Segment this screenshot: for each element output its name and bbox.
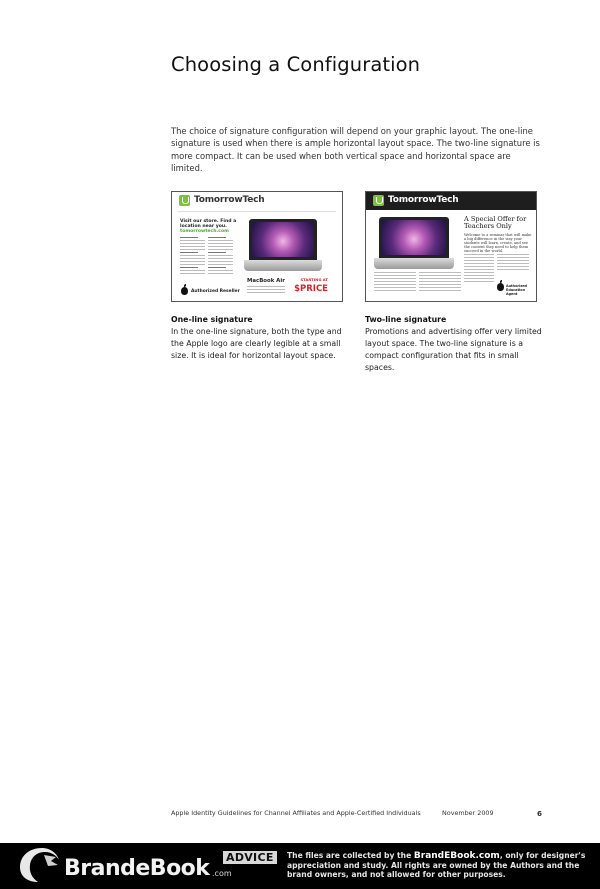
caption-title: One-line signature xyxy=(171,315,253,324)
caption-text: In the one-line signature, both the type and the Apple logo are clearly legible at a small size. It is ideal for horizontal layout space. xyxy=(171,327,342,360)
ad-reseller-signature: Authorized Education Agent xyxy=(506,284,527,296)
ad-header xyxy=(366,192,536,210)
advice-label: ADVICE xyxy=(223,851,277,864)
apple-logo-icon xyxy=(497,283,504,291)
notice-suffix: , only for designer's appreciation and study. All rights are owned by the Authors and the brand owners, and not allowed for other purposes. xyxy=(287,851,586,879)
ad-headline-text: Visit our store. Find a location near you. xyxy=(180,219,237,230)
caption-text: Promotions and advertising offer very limited layout space. The two-line signature is a compact configuration that fits in small spaces. xyxy=(365,327,542,372)
ad-link: tomorrowtech.com xyxy=(180,229,229,235)
ad-brand-name: TomorrowTech xyxy=(388,195,459,205)
ad-subtext: Welcome to a seminar that will make a big difference in the way your students will learn, create, and see the content they need to help them succeed in the world. xyxy=(464,233,532,253)
tomorrowtech-logo-icon xyxy=(373,195,384,206)
ad-body-column xyxy=(180,237,205,276)
ad-price: $PRICE xyxy=(294,284,328,294)
ad-product-details xyxy=(247,286,285,295)
ad-reseller-signature: Authorized Reseller xyxy=(191,289,240,294)
ad-header xyxy=(172,192,342,210)
ad-body-column xyxy=(208,237,233,276)
two-line-signature-example xyxy=(365,191,537,302)
apple-logo-icon xyxy=(181,287,188,295)
page-number: 6 xyxy=(537,809,543,818)
footer-document-title: Apple Identity Guidelines for Channel Affiliates and Apple-Certified Individuals xyxy=(171,809,421,817)
one-line-signature-example xyxy=(171,191,343,302)
brandebook-banner xyxy=(0,843,600,889)
ad-body-column xyxy=(464,254,494,284)
macbook-image xyxy=(244,219,322,271)
brandebook-wordmark: BrandeBook xyxy=(64,856,210,881)
two-line-caption xyxy=(365,314,547,374)
ad-divider xyxy=(178,211,336,212)
brandebook-logo-icon xyxy=(18,845,66,883)
ad-headline xyxy=(180,219,240,235)
notice-site-link[interactable]: BrandEBook.com xyxy=(413,851,500,861)
tomorrowtech-logo-icon xyxy=(179,195,190,206)
ad-headline: A Special Offer for Teachers Only xyxy=(464,215,527,231)
ad-brand-name: TomorrowTech xyxy=(194,195,265,205)
macbook-image xyxy=(374,217,454,269)
ad-body-column xyxy=(374,272,416,293)
caption-title: Two-line signature xyxy=(365,315,447,324)
intro-paragraph: The choice of signature configuration will depend on your graphic layout. The one-line signature is used when there is ample horizontal layout space. The two-line signature is more compact. It can be used when both vertical space and horizontal space are limited. xyxy=(171,126,540,174)
ad-body-column xyxy=(419,272,461,293)
notice-prefix: The files are collected by the xyxy=(287,851,412,860)
ad-product-name: MacBook Air xyxy=(247,278,285,284)
brandebook-domain: .com xyxy=(212,869,232,878)
page-title: Choosing a Configuration xyxy=(171,53,421,76)
ad-starting-label: STARTING AT xyxy=(300,277,328,282)
copyright-notice xyxy=(287,851,593,879)
ad-body-column xyxy=(497,254,529,272)
one-line-caption xyxy=(171,314,351,362)
footer-date: November 2009 xyxy=(442,809,494,817)
